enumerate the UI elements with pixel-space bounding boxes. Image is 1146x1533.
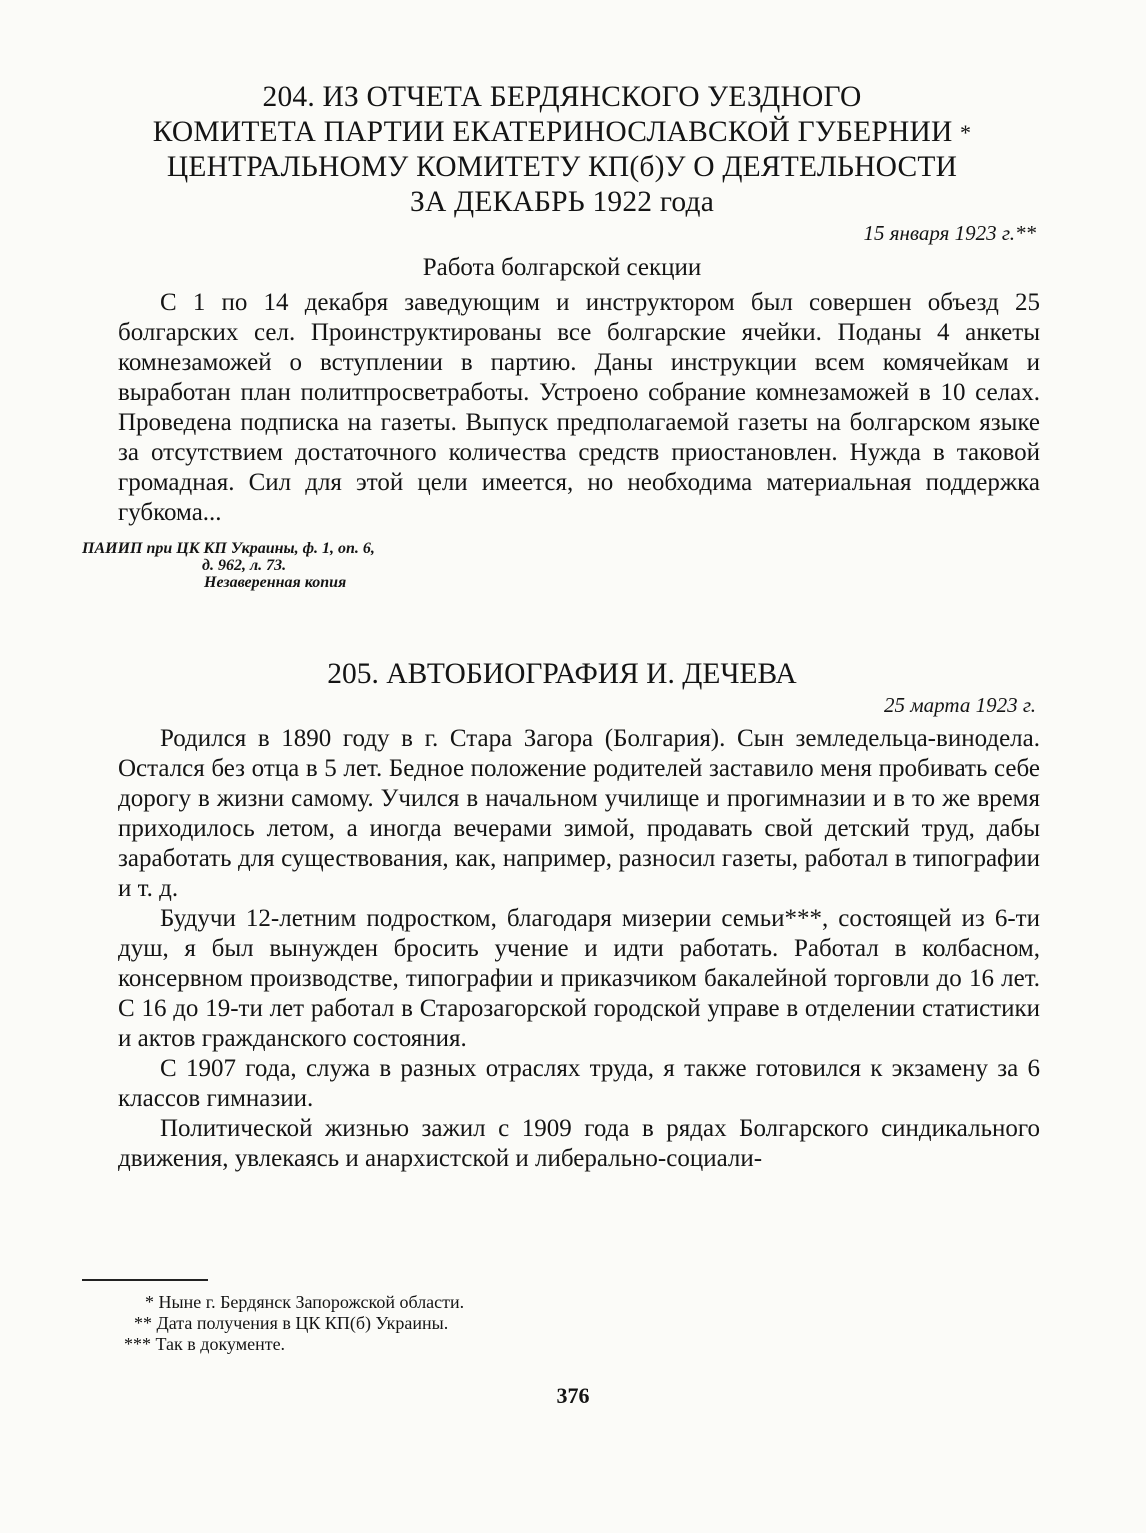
footnote: * Ныне г. Бердянск Запорожской области. [145,1292,465,1312]
document-205-date: 25 марта 1923 г. [884,693,1036,717]
document-204-heading [82,80,1042,220]
document-205-paragraph-1: Родился в 1890 году в г. Стара Загора (Болгария). Сын земледельца-винодела. Остался без отца в 5 лет. Бедное положение родителей заставило меня пробивать себе дорогу в жизни самому. Учился в начальном училище и прогимназии и в то же время приходилось летом, а иногда вечерами зимой, продавать свой детский труд, дабы заработать для существования, как, например, разносил газеты, работал в типографии и т. д. [118,725,1040,902]
page-content [82,80,1042,1174]
heading-line: ЦЕНТРАЛЬНОМУ КОМИТЕТУ КП(б)У О ДЕЯТЕЛЬНОСТИ [166,151,958,183]
heading-line: КОМИТЕТА ПАРТИИ ЕКАТЕРИНОСЛАВСКОЙ ГУБЕРНИИ * [152,116,972,148]
source-line: Незаверенная копия [204,574,347,591]
footnote: *** Так в документе. [124,1334,286,1354]
document-205-paragraph-2: Будучи 12-летним подростком, благодаря мизерии семьи***, состоящей из 6-ти душ, я был вынужден бросить учение и идти работать. Работал в колбасном, консервном производстве, типографии и приказчиком бакалейной торговли до 16 лет. С 16 до 19-ти лет работал в Старозагорской городской управе в отделении статистики и актов гражданского состояния. [118,905,1040,1052]
footnotes [0,1292,960,1355]
footnote-mark: * [960,120,972,145]
document-205-paragraph-3: С 1907 года, служа в разных отраслях труда, я также готовился к экзамену за 6 классов гимназии. [118,1055,1040,1112]
document-204-date: 15 января 1923 г.** [863,221,1036,245]
page-number: 376 [556,1383,590,1408]
document-205-paragraph-4: Политической жизнью зажил с 1909 года в рядах Болгарского синдикального движения, увлекаясь и анархистской и либерально-социали- [118,1115,1040,1172]
section-subtitle: Работа болгарской секции [422,254,702,281]
heading-line: ЗА ДЕКАБРЬ 1922 года [410,186,714,218]
footnote-divider [82,1279,208,1281]
document-204-paragraph: С 1 по 14 декабря заведующим и инструктором был совершен объезд 25 болгарских сел. Проинструктированы все болгарские ячейки. Поданы 4 анкеты комнезаможей о вступлении в партию. Даны инструкции всем комячейкам и выработан план политпросветработы. Устроено собрание комнезаможей в 10 селах. Проведена подписка на газеты. Выпуск предполагаемой газеты на болгарском языке за отсутствием достаточного количества средств приостановлен. Нужда в таковой громадная. Сил для этой цели имеется, но необходима материальная поддержка губкома... [118,289,1040,526]
archive-source [82,540,1042,591]
document-205-heading: 205. АВТОБИОГРАФИЯ И. ДЕЧЕВА [327,658,797,690]
heading-line: 204. ИЗ ОТЧЕТА БЕРДЯНСКОГО УЕЗДНОГО [262,81,862,113]
footnote: ** Дата получения в ЦК КП(б) Украины. [134,1313,449,1333]
source-line: д. 962, л. 73. [202,557,287,574]
source-line: ПАИИП при ЦК КП Украины, ф. 1, оп. 6, [82,540,375,557]
